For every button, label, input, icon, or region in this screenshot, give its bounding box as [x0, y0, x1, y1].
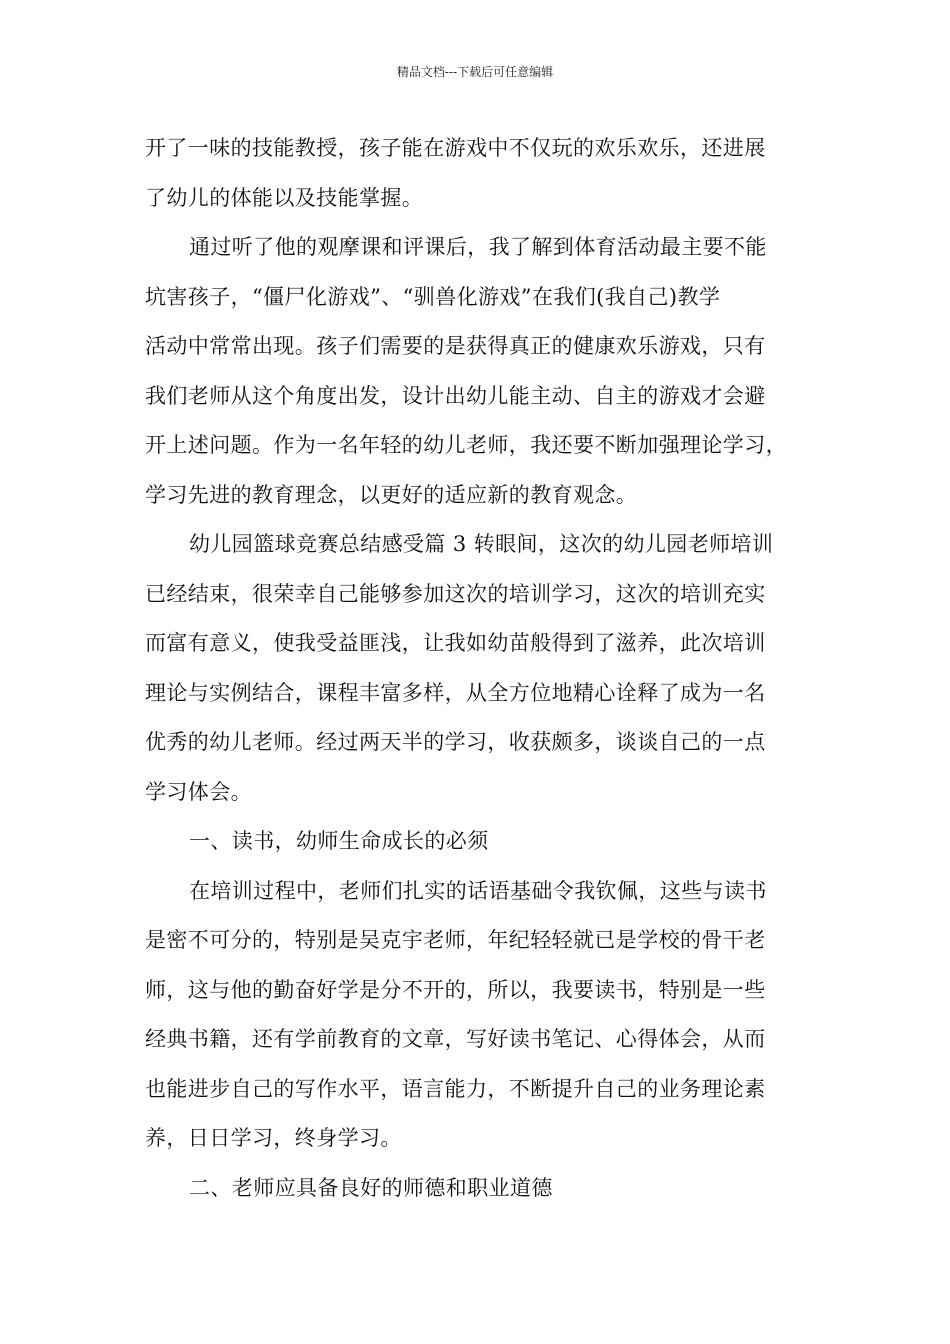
- text-line: 优秀的幼儿老师。经过两天半的学习，收获颇多，谈谈自己的一点: [145, 730, 766, 754]
- text-line: 学习先进的教育理念，以更好的适应新的教育观念。: [145, 482, 638, 507]
- document-body: [145, 124, 817, 1213]
- text-line: 学习体会。: [145, 779, 252, 804]
- text-line: 活动中常常出现。孩子们需要的是获得真正的健康欢乐游戏，只有: [145, 334, 766, 358]
- section-heading: 二、老师应具备良好的师德和职业道德: [189, 1175, 553, 1200]
- text-line: 理论与实例结合，课程丰富多样，从全方位地精心诠释了成为一名: [145, 680, 766, 705]
- text-line: 我们老师从这个角度出发，设计出幼儿能主动、自主的游戏才会避: [145, 383, 766, 408]
- text-line: 开了一味的技能教授，孩子能在游戏中不仅玩的欢乐欢乐，还进展: [145, 136, 766, 160]
- section-heading: 一、读书，幼师生命成长的必须: [189, 829, 489, 853]
- text-line: 养，日日学习，终身学习。: [145, 1126, 402, 1150]
- paragraph-start-line: 通过听了他的观摩课和评课后，我了解到体育活动最主要不能: [189, 235, 767, 259]
- paragraph-start-line: 幼儿园篮球竞赛总结感受篇 3 转眼间，这次的幼儿园老师培训: [189, 532, 774, 556]
- text-line: 是密不可分的，特别是吴克宇老师，年纪轻轻就已是学校的骨干老: [145, 928, 766, 952]
- paragraph-start-line: 在培训过程中，老师们扎实的话语基础令我钦佩，这些与读书: [189, 878, 767, 903]
- text-line: 也能进步自己的写作水平，语言能力，不断提升自己的业务理论素: [145, 1076, 766, 1101]
- text-line: 开上述问题。作为一名年轻的幼儿老师，我还要不断加强理论学习，: [145, 433, 787, 457]
- text-line: 了幼儿的体能以及技能掌握。: [145, 185, 424, 210]
- text-line: 已经结束，很荣幸自己能够参加这次的培训学习，这次的培训充实: [145, 581, 766, 606]
- page-header: 精品文档---下载后可任意编辑: [396, 65, 554, 79]
- text-line: 经典书籍，还有学前教育的文章，写好读书笔记、心得体会，从而: [145, 1027, 766, 1051]
- text-line: 坑害孩子，“僵尸化游戏”、“驯兽化游戏”在我们(我自己)教学: [145, 284, 721, 309]
- text-line: 而富有意义，使我受益匪浅，让我如幼苗般得到了滋养，此次培训: [145, 631, 766, 655]
- text-line: 师，这与他的勤奋好学是分不开的，所以，我要读书，特别是一些: [145, 977, 766, 1002]
